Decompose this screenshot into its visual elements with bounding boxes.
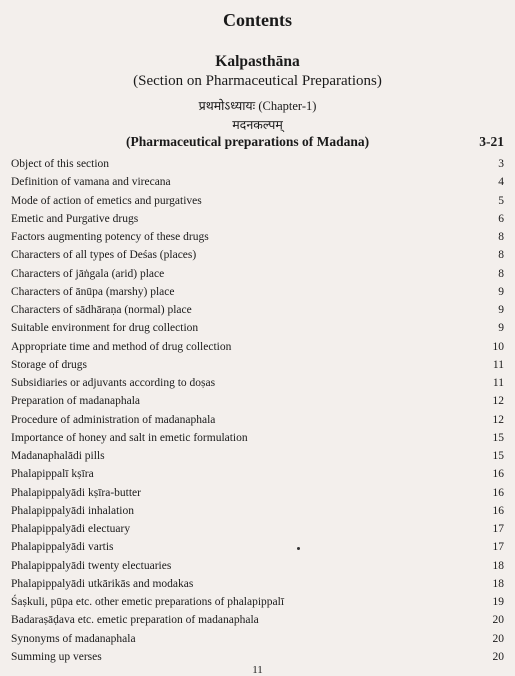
entry-page: 18: [492, 577, 504, 590]
entry-label: Importance of honey and salt in emetic formulation: [11, 431, 248, 444]
entry-label: Storage of drugs: [11, 358, 88, 371]
entry-page: 16: [492, 504, 504, 517]
entry-label: Synonyms of madanaphala: [11, 632, 136, 645]
entry-page: 11: [492, 358, 504, 371]
contents-entry: [11, 611, 504, 629]
entry-page: 4: [498, 176, 504, 189]
entry-page: 12: [492, 395, 504, 408]
entry-page: 20: [492, 650, 504, 663]
page-title: Contents: [222, 10, 292, 30]
chapter-title: (Pharmaceutical preparations of Madana): [126, 134, 370, 149]
chapter-sanskrit-title: मदनकल्पम्: [232, 117, 283, 132]
contents-entry: [11, 557, 504, 575]
contents-entry: [11, 155, 504, 173]
contents-entry: [11, 392, 504, 410]
contents-entry: [11, 246, 504, 264]
entry-page: 16: [492, 486, 504, 499]
print-speck: [297, 547, 300, 550]
entry-label: Subsidiaries or adjuvants according to doṣas: [11, 377, 216, 389]
entry-label: Suitable environment for drug collection: [11, 322, 199, 335]
entry-page: 9: [498, 304, 504, 316]
entry-label: Characters of sādhāraṇa (normal) place: [11, 304, 192, 316]
entry-page: 17: [492, 541, 504, 554]
entry-page: 8: [498, 267, 504, 280]
contents-entry: [11, 429, 504, 447]
contents-entry: [11, 228, 504, 246]
section-name: Kalpasthāna: [215, 53, 300, 70]
entry-label: Phalapippalī kṣīra: [11, 468, 94, 481]
entry-page: 19: [492, 596, 504, 608]
contents-entry: [11, 301, 504, 319]
contents-entry: [11, 283, 504, 301]
entry-label: Phalapippalyādi vartis: [11, 541, 114, 554]
contents-entry: [11, 447, 504, 465]
entry-page: 15: [492, 450, 504, 462]
entry-label: Phalapippalyādi kṣīra-butter: [11, 486, 141, 499]
entry-label: Emetic and Purgative drugs: [11, 212, 139, 225]
contents-entry: [11, 411, 504, 429]
contents-entry: [11, 484, 504, 502]
entry-label: Phalapippalyādi twenty electuaries: [11, 559, 172, 572]
page-number: 11: [252, 664, 263, 676]
entry-page: 8: [498, 231, 504, 243]
chapter-page-range: 3-21: [479, 134, 504, 149]
chapter-line: प्रथमोऽध्यायः (Chapter-1): [198, 99, 317, 113]
section-subtitle: (Section on Pharmaceutical Preparations): [133, 73, 382, 89]
contents-entry: [11, 265, 504, 283]
contents-entry: [11, 338, 504, 356]
entry-page: 3: [498, 158, 504, 170]
entry-page: 16: [492, 468, 504, 481]
contents-entry: [11, 520, 504, 538]
entry-label: Factors augmenting potency of these drugs: [11, 231, 209, 243]
entry-page: 20: [492, 632, 504, 645]
entry-page: 20: [492, 614, 504, 627]
contents-list: [11, 155, 504, 666]
entry-label: Phalapippalyādi electuary: [11, 523, 131, 535]
entry-label: Characters of all types of Deśas (places): [11, 249, 197, 262]
entry-page: 9: [498, 285, 504, 298]
entry-page: 11: [492, 377, 504, 389]
entry-page: 8: [498, 249, 504, 262]
chapter-heading-row: [0, 134, 515, 152]
contents-entry: [11, 630, 504, 648]
contents-entry: [11, 575, 504, 593]
entry-label: Śaṣkuli, pūpa etc. other emetic preparations of phalapippalī: [11, 596, 285, 608]
entry-label: Madanaphalādi pills: [11, 450, 105, 462]
entry-label: Definition of vamana and virecana: [11, 176, 171, 189]
entry-page: 10: [492, 340, 504, 353]
entry-page: 18: [492, 559, 504, 572]
contents-entry: [11, 502, 504, 520]
entry-label: Characters of ānūpa (marshy) place: [11, 285, 175, 298]
entry-label: Object of this section: [11, 158, 110, 170]
contents-entry: [11, 538, 504, 556]
entry-label: Appropriate time and method of drug collection: [11, 340, 232, 353]
contents-entry: [11, 210, 504, 228]
contents-entry: [11, 593, 504, 611]
contents-entry: [11, 173, 504, 191]
entry-label: Mode of action of emetics and purgatives: [11, 194, 202, 207]
entry-page: 5: [498, 194, 504, 207]
entry-label: Phalapippalyādi inhalation: [11, 504, 134, 517]
entry-label: Procedure of administration of madanaphala: [11, 413, 216, 426]
contents-entry: [11, 192, 504, 210]
entry-page: 9: [498, 322, 504, 335]
entry-label: Characters of jāṅgala (arid) place: [11, 267, 165, 280]
contents-entry: [11, 465, 504, 483]
contents-entry: [11, 374, 504, 392]
entry-label: Preparation of madanaphala: [11, 395, 140, 408]
contents-entry: [11, 356, 504, 374]
entry-page: 12: [492, 413, 504, 426]
entry-page: 17: [492, 523, 504, 535]
contents-entry: [11, 319, 504, 337]
entry-label: Phalapippalyādi utkārikās and modakas: [11, 577, 194, 590]
entry-label: Badaraṣāḍava etc. emetic preparation of madanaphala: [11, 614, 259, 627]
entry-label: Summing up verses: [11, 650, 102, 663]
entry-page: 6: [498, 212, 504, 225]
entry-page: 15: [492, 431, 504, 444]
